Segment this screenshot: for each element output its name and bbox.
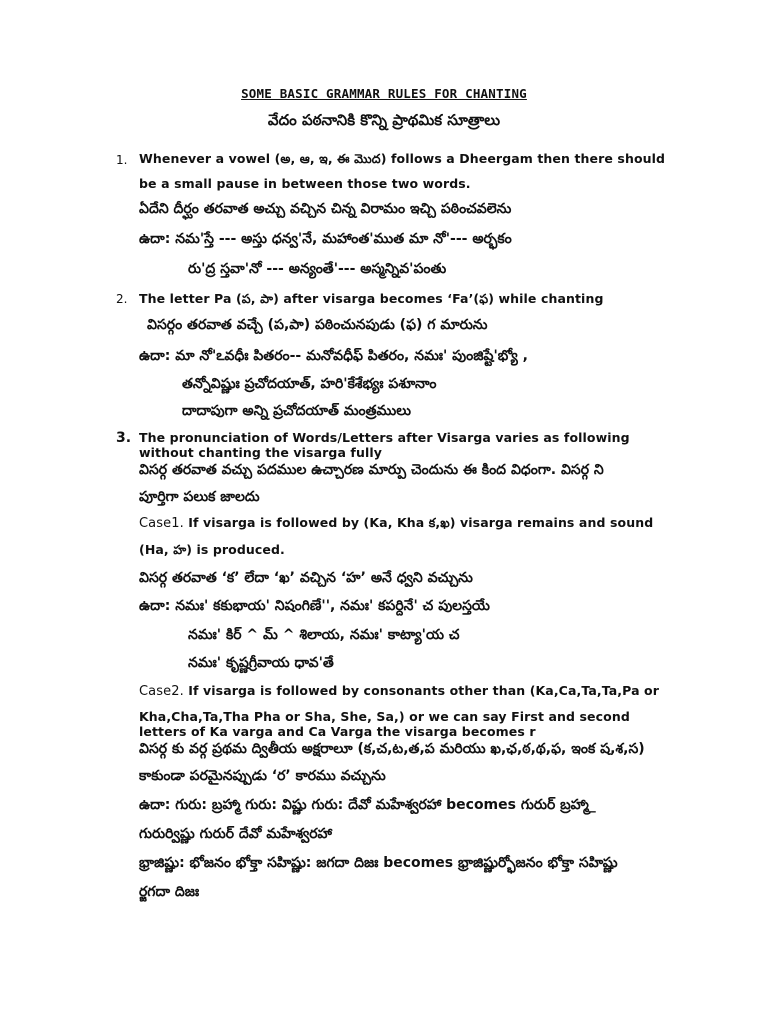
rule-1-telugu-line: ఏదేని దీర్ఘం తరవాత అచ్చు వచ్చిన చిన్న విరామం ఇచ్చి పఠించవలెను <box>139 201 512 217</box>
rule-2-example-line: తన్నోవిష్ణుః ప్రచోదయాత్, హరి'కేశేభ్యః పశూనాం <box>182 376 437 392</box>
case-2-english-line: Kha,Cha,Ta,Tha Pha or Sha, She, Sa,) or we can say First and second <box>139 709 630 724</box>
rule-2-example-line: ఉదా: మా నో'ఽవధీః పితరం-- మనోవధీఫ్ పితరం, నమః' పుంజిష్టే'భ్యో , <box>139 348 528 364</box>
page-title: SOME BASIC GRAMMAR RULES FOR CHANTING <box>241 86 527 101</box>
case-2-telugu-line: కాకుండా పరమైనప్పుడు ‘ర’ కారము వచ్చును <box>139 768 386 784</box>
rule-3-english-line: The pronunciation of Words/Letters after Visarga varies as following <box>139 430 630 445</box>
case-1-telugu-line: విసర్గ తరవాత ‘క’ లేదా ‘ఖ’ వచ్చిన ‘హ’ అనే ధ్వని వచ్చును <box>139 570 473 586</box>
rule-1-example-line: ఉదా: నమ'స్తే --- అస్తు ధన్వ'నే, మహాంత'ముత మా నో'--- అర్భకం <box>139 231 512 247</box>
case-2-line <box>139 684 659 700</box>
case-2-example-line: ఉదా: గురు: బ్రహ్మా గురు: విష్ణు గురు: దేవో మహేశ్వరహా becomes గురుర్ బ్రహ్మా_ <box>139 797 596 813</box>
case-1-example-line: ఉదా: నమః' కకుభాయ' నిషంగిణే'', నమః' కపర్దినే' చ పులస్తయే <box>139 598 490 614</box>
case-2-example-line: గురుర్విష్ణు గురుర్ దేవో మహేశ్వరహా <box>139 826 333 842</box>
case-2-telugu-line: విసర్గ కు వర్గ ప్రథమ ద్వితీయ అక్షరాలూ (క,చ,ట,త,ప మరియు ఖ,ఛ,ఠ,థ,ఫ, ఇంక ష,శ,స) <box>139 741 645 757</box>
rule-2-number: 2. <box>116 292 128 306</box>
rule-3-number: 3. <box>116 430 132 446</box>
rule-3-telugu-line: విసర్గ తరవాత వచ్చు పదముల ఉచ్చారణ మార్పు చెందును ఈ కింద విధంగా. విసర్గ ని <box>139 462 604 478</box>
rule-1-number: 1. <box>116 153 128 167</box>
rule-2-example-line: దాదాపుగా అన్ని ప్రచోదయాత్ మంత్రములు <box>182 403 411 419</box>
case-1-label: Case1. <box>139 516 184 531</box>
page-subtitle: వేదం పఠనానికి కొన్ని ప్రాథమిక సూత్రాలు <box>267 111 501 129</box>
case-2-label: Case2. <box>139 684 184 699</box>
rule-2-english-line: The letter Pa (ప, పా) after visarga becomes ‘Fa’(ఫ) while chanting <box>139 291 604 306</box>
case-1-line <box>139 516 653 532</box>
case-2-example-line: ర్జగదా దిజః <box>139 884 200 900</box>
case-2-english-line: letters of Ka varga and Ca Varga the visarga becomes r <box>139 724 536 739</box>
rule-3-telugu-line: పూర్తిగా పలుక జాలదు <box>139 489 260 505</box>
case-2-example-line: భ్రాజిష్ణు: భోజనం భోక్తా సహిష్ణు: జగదా దిజః becomes భ్రాజిష్ణుర్భోజనం భోక్తా సహిష్ణు <box>139 855 618 871</box>
case-1-english-line: (Ha, హ) is produced. <box>139 542 285 557</box>
rule-3-english-line: without chanting the visarga fully <box>139 445 382 460</box>
rule-1-english-line: Whenever a vowel (అ, ఆ, ఇ, ఈ మొద) follows a Dheergam then there should <box>139 151 666 166</box>
rule-1-example-line: రు'ద్ర స్తవా'నో --- అన్యంతే'--- అస్మన్నివ'పంతు <box>188 261 447 277</box>
case-2-english-text: If visarga is followed by consonants other than (Ka,Ca,Ta,Ta,Pa or <box>188 683 660 698</box>
rule-2-telugu-line: విసర్గం తరవాత వచ్చే (ప,పా) పఠించునపుడు (ఫ) గ మారును <box>147 317 488 333</box>
case-1-english-text: If visarga is followed by (Ka, Kha క,ఖ) visarga remains and sound <box>188 515 654 530</box>
case-1-example-line: నమః' కిర్ ^ మ్ ^ శిలాయ, నమః' కాట్యా'య చ <box>188 627 460 643</box>
case-1-example-line: నమః' కృష్ణగ్రీవాయ ధావ'తే <box>188 655 334 671</box>
rule-1-english-line: be a small pause in between those two words. <box>139 176 471 191</box>
